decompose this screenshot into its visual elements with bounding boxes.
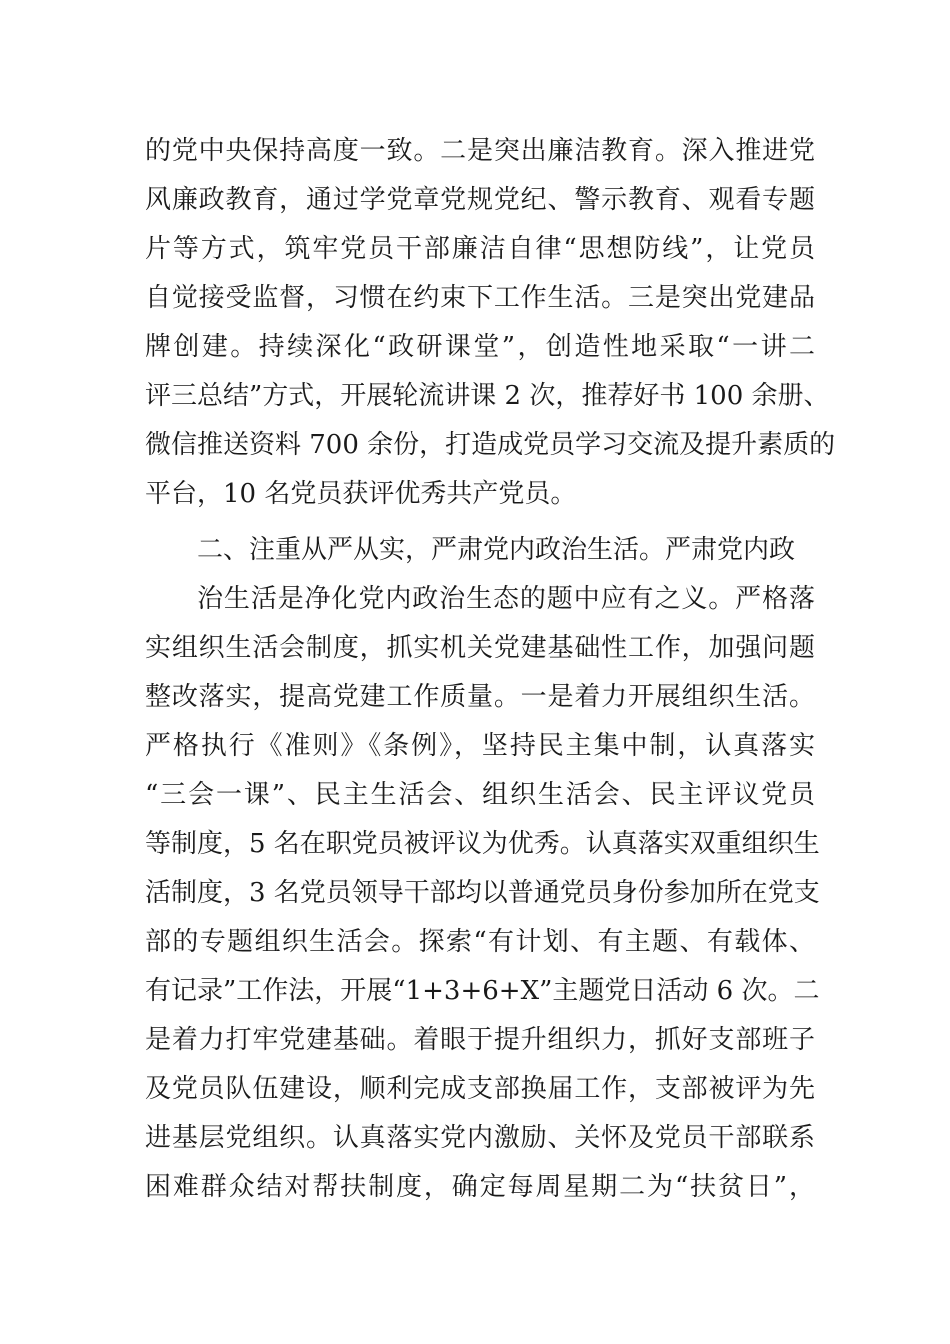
text-line: 实组织生活会制度，抓实机关党建基础性工作，加强问题 xyxy=(145,633,815,663)
text-line: 等制度，5 名在职党员被评议为优秀。认真落实双重组织生 xyxy=(145,829,820,859)
text-line: 自觉接受监督，习惯在约束下工作生活。三是突出党建品 xyxy=(145,283,815,313)
text-line: 风廉政教育，通过学党章党规党纪、警示教育、观看专题 xyxy=(145,185,815,215)
text-line: “三会一课”、民主生活会、组织生活会、民主评议党员 xyxy=(145,780,815,810)
text-line: 整改落实，提高党建工作质量。一是着力开展组织生活。 xyxy=(145,682,815,712)
text-line: 牌创建。持续深化“政研课堂”，创造性地采取“一讲二 xyxy=(145,332,815,362)
text-line: 片等方式，筑牢党员干部廉洁自律“思想防线”，让党员 xyxy=(145,234,815,264)
section-heading: 二、注重从严从实，严肃党内政治生活。严肃党内政 xyxy=(197,535,796,565)
text-line: 评三总结”方式，开展轮流讲课 2 次，推荐好书 100 余册、 xyxy=(145,381,830,411)
text-line: 部的专题组织生活会。探索“有计划、有主题、有载体、 xyxy=(145,927,815,957)
text-line: 活制度，3 名党员领导干部均以普通党员身份参加所在党支 xyxy=(145,878,820,908)
text-line: 的党中央保持高度一致。二是突出廉洁教育。深入推进党 xyxy=(145,136,815,166)
text-line: 有记录”工作法，开展“1+3+6+X”主题党日活动 6 次。二 xyxy=(145,976,820,1006)
text-line: 进基层党组织。认真落实党内激励、关怀及党员干部联系 xyxy=(145,1123,815,1153)
text-line: 严格执行《准则》《条例》，坚持民主集中制，认真落实 xyxy=(145,731,815,761)
text-line: 是着力打牢党建基础。着眼于提升组织力，抓好支部班子 xyxy=(145,1025,815,1055)
text-line: 治生活是净化党内政治生态的题中应有之义。严格落 xyxy=(197,584,815,614)
text-line: 平台，10 名党员获评优秀共产党员。 xyxy=(145,479,577,509)
text-line: 及党员队伍建设，顺利完成支部换届工作，支部被评为先 xyxy=(145,1074,815,1104)
text-line: 微信推送资料 700 余份，打造成党员学习交流及提升素质的 xyxy=(145,430,836,460)
text-line: 困难群众结对帮扶制度，确定每周星期二为“扶贫日”， xyxy=(145,1172,815,1202)
